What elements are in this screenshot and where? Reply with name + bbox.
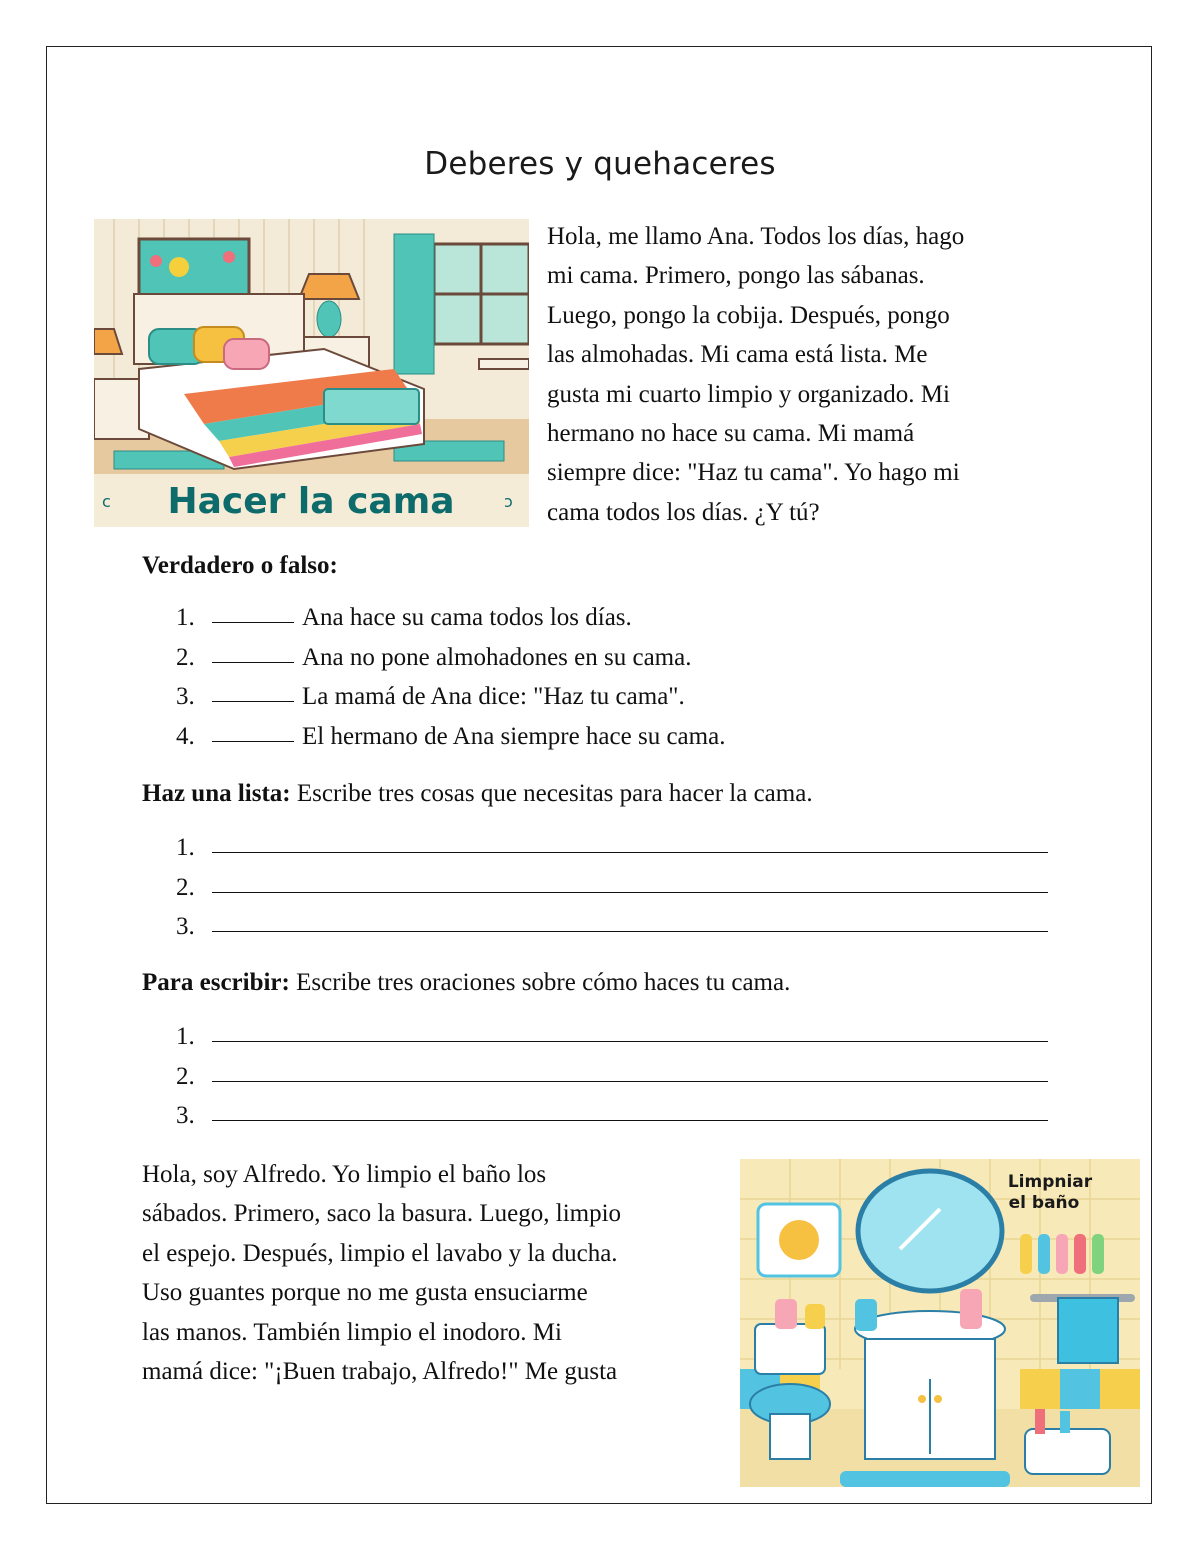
story-line: hermano no hace su cama. Mi mamá [547, 420, 915, 448]
page-title: Deberes y quehaceres [424, 146, 776, 182]
story-line: las almohadas. Mi cama está lista. Me [547, 341, 928, 369]
story-ana [547, 217, 1067, 532]
bedroom-illustration [94, 219, 529, 527]
story-line: sábados. Primero, saco la basura. Luego, limpio [142, 1200, 622, 1228]
list-item: 1. Ana hace su cama todos los días. [176, 604, 632, 631]
list-item: 1. [176, 834, 1048, 874]
story-line: Uso guantes porque no me gusta ensuciarme [142, 1279, 588, 1307]
story-line: mamá dice: "¡Buen trabajo, Alfredo!" Me gusta [142, 1358, 618, 1386]
list-task-lines [176, 834, 1048, 953]
answer-line[interactable] [212, 1119, 1048, 1121]
list-item: 1. [176, 1023, 1048, 1063]
story-alfredo [142, 1155, 732, 1391]
bathroom-illustration [740, 1159, 1140, 1487]
answer-line[interactable] [212, 1080, 1048, 1082]
list-task-heading: Haz una lista: Escribe tres cosas que necesitas para hacer la cama. [142, 780, 813, 807]
answer-blank[interactable] [212, 621, 294, 623]
answer-line[interactable] [212, 851, 1048, 853]
story-line: gusta mi cuarto limpio y organizado. Mi [547, 380, 950, 408]
writing-task-heading: Para escribir: Escribe tres oraciones sobre cómo haces tu cama. [142, 969, 791, 996]
list-item: 3. La mamá de Ana dice: "Haz tu cama". [176, 683, 685, 710]
answer-line[interactable] [212, 891, 1048, 893]
answer-blank[interactable] [212, 740, 294, 742]
story-line: cama todos los días. ¿Y tú? [547, 498, 820, 526]
story-line: mi cama. Primero, pongo las sábanas. [547, 262, 925, 290]
svg-text:ɔ: ɔ [504, 492, 513, 511]
list-item: 4. El hermano de Ana siempre hace su cama. [176, 722, 726, 750]
list-item: 3. [176, 1102, 1048, 1142]
true-false-list [176, 604, 725, 762]
story-line: Luego, pongo la cobija. Después, pongo [547, 301, 950, 329]
answer-line[interactable] [212, 1040, 1048, 1042]
answer-blank[interactable] [212, 661, 294, 663]
list-item: 2. Ana no pone almohadones en su cama. [176, 643, 692, 671]
story-line: siempre dice: "Haz tu cama". Yo hago mi [547, 459, 960, 487]
true-false-heading: Verdadero o falso: [142, 552, 338, 579]
story-line: las manos. También limpio el inodoro. Mi [142, 1318, 562, 1346]
bathroom-caption-line1: Limpniar [1007, 1172, 1093, 1192]
answer-line[interactable] [212, 930, 1048, 932]
list-item: 2. [176, 874, 1048, 914]
list-item: 2. [176, 1063, 1048, 1103]
answer-blank[interactable] [212, 700, 294, 702]
story-line: el espejo. Después, limpio el lavabo y la ducha. [142, 1239, 618, 1267]
bathroom-caption-line2: el baño [1008, 1193, 1080, 1213]
story-line: Hola, me llamo Ana. Todos los días, hago [547, 223, 965, 250]
bedroom-caption: Hacer la cama [167, 481, 455, 522]
list-item: 3. [176, 913, 1048, 953]
svg-text:c: c [102, 492, 111, 511]
writing-task-lines [176, 1023, 1048, 1142]
story-line: Hola, soy Alfredo. Yo limpio el baño los [142, 1161, 547, 1188]
